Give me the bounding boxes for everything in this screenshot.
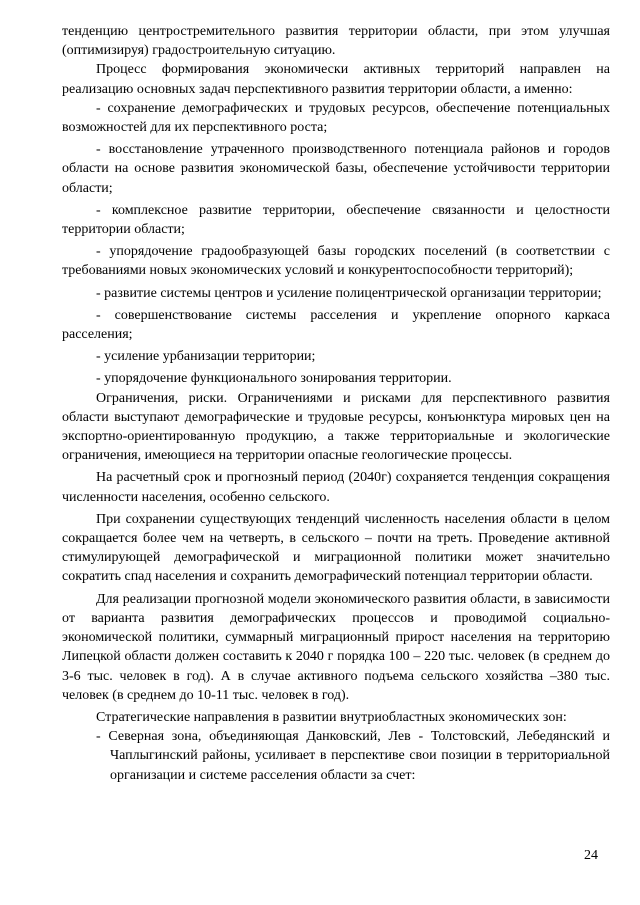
document-page — [62, 22, 610, 785]
list-item: - развитие системы центров и усиление полицентрической организации территории; — [96, 285, 602, 301]
list-item: - восстановление утраченного производственного потенциала районов и городов области на основе развития экономической базы, обеспечение устойчивости территории области; — [62, 142, 610, 196]
list-item: - совершенствование системы расселения и укрепление опорного каркаса расселения; — [62, 307, 610, 343]
list-item-northern-zone: - Северная зона, объединяющая Данковский, Лев - Толстовский, Лебедянский и Чаплыгинский районы, усиливает в перспективе свои позиции в территориальной организации и системе расселения области за счет: — [96, 729, 610, 783]
paragraph-population: При сохранении существующих тенденций численность населения области в целом сокращается более чем на четверть, в сельского – почти на треть. Проведение активной стимулирующей демографической и миграционной политики может значительно сократить спад населения и сохранить демографический потенциал территории области. — [62, 511, 610, 585]
paragraph-migration: Для реализации прогнозной модели экономического развития области, в зависимости от варианта развития демографических процессов и проводимой социально-экономической политики, суммарный миграционный прирост населения на территорию Липецкой области должен составить к 2040 г порядка 100 – 220 тыс. человек (в среднем до 3-6 тыс. человек в год). А в случае активного подъема сельского хозяйства –380 тыс. человек (в среднем до 10-11 тыс. человек в год). — [62, 591, 610, 703]
paragraph-risks: Ограничения, риски. Ограничениями и рисками для перспективного развития области выступают демографические и трудовые ресурсы, конъюнктура мировых цен на экспортно-ориентированную продукцию, а также территориальные и экологические ограничения, имеющиеся на территории опасные геологические процессы. — [62, 390, 610, 464]
paragraph-continuation: тенденцию центростремительного развития территории области, при этом улучшая (оптимизируя) градостроительную ситуацию. — [62, 24, 610, 59]
list-item: - сохранение демографических и трудовых ресурсов, обеспечение потенциальных возможностей для их перспективного роста; — [62, 100, 610, 136]
list-item: - упорядочение функционального зонирования территории. — [96, 371, 452, 387]
page-number: 24 — [584, 848, 598, 863]
list-item: - усиление урбанизации территории; — [96, 349, 316, 365]
paragraph-forecast: На расчетный срок и прогнозный период (2040г) сохраняется тенденция сокращения численности населения, особенно сельского. — [62, 470, 610, 505]
paragraph-strategic: Стратегические направления в развитии внутриобластных экономических зон: — [96, 709, 567, 725]
list-item: - упорядочение градообразующей базы городских поселений (в соответствии с требованиями новых экономических условий и конкурентоспособности территорий); — [62, 244, 610, 279]
paragraph-intro: Процесс формирования экономически активных территорий направлен на реализацию основных задач перспективного развития территории области, а именно: — [62, 62, 610, 97]
list-item: - комплексное развитие территории, обеспечение связанности и целостности территории области; — [62, 202, 610, 238]
